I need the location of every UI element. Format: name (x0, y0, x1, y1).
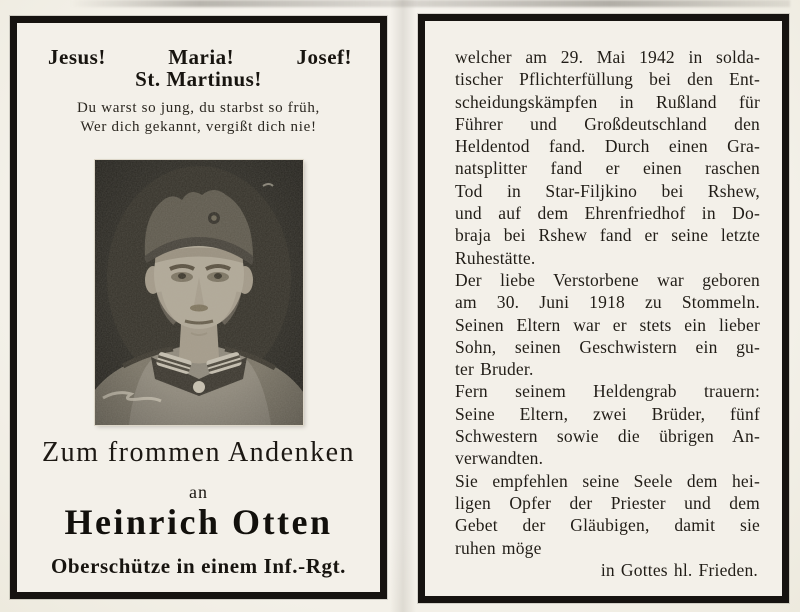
card-fold-shadow (390, 0, 416, 612)
invocation-jesus: Jesus! (48, 45, 106, 69)
patron-saint-line: St. Martinus! (135, 67, 262, 91)
obituary-line: Sohn, seinen Geschwistern ein gu- (455, 336, 760, 357)
connector-word: an (189, 482, 208, 502)
rank-line: Oberschütze in einem Inf.-Rgt. (50, 554, 347, 578)
verse-line: Wer dich gekannt, vergißt dich nie! (80, 119, 317, 135)
soldier-portrait-photo (95, 160, 303, 425)
obituary-line: Der liebe Verstorbene war geboren (455, 269, 760, 290)
verse-line: Du warst so jung, du starbst so früh, (77, 100, 320, 116)
memorial-verse (17, 99, 380, 137)
obituary-line: Gebet der Gläubigen, damit sie (455, 515, 760, 536)
obituary-line: scheidungskämpfen in Rußland für (455, 91, 760, 112)
obituary-line: ruhen möge (455, 537, 542, 558)
obituary-line: am 30. Juni 1918 zu Stommeln. (455, 292, 760, 313)
obituary-line: verwandten. (455, 448, 544, 469)
invocation-maria: Maria! (168, 45, 235, 69)
scan-smudge-artifact (70, 0, 790, 7)
obituary-line: Seinen Eltern war er stets ein lieber (455, 314, 760, 335)
obituary-line: Ruhestätte. (455, 247, 536, 268)
obituary-text (455, 46, 760, 581)
obituary-line: braja bei Rshew fand er seine letzte (455, 225, 760, 246)
obituary-line: Heldentod fand. Durch einen Gra- (455, 136, 760, 157)
obituary-line: Sie empfehlen seine Seele dem hei- (455, 470, 760, 491)
left-page (10, 16, 387, 599)
obituary-line: Fern seinem Heldengrab trauern: (455, 381, 760, 402)
obituary-line: natsplitter fand er einen raschen (455, 158, 760, 179)
obituary-line: Seine Eltern, zwei Brüder, fünf (455, 403, 760, 424)
obituary-line: ter Bruder. (455, 359, 534, 380)
memorial-intro-line: Zum frommen Andenken (41, 437, 356, 468)
obituary-line: Schwestern sowie die übrigen An- (455, 426, 760, 447)
deceased-name: Heinrich Otten (64, 502, 333, 542)
obituary-line: Tod in Star-Filjkino bei Rshew, (455, 180, 760, 201)
obituary-line: Führer und Großdeutschland den (455, 113, 760, 134)
invocation-josef: Josef! (296, 45, 352, 69)
obituary-line: tischer Pflichterfüllung bei den Ent- (455, 69, 760, 90)
right-page (418, 14, 789, 603)
obituary-line: in Gottes hl. Frieden. (600, 559, 758, 580)
obituary-line: welcher am 29. Mai 1942 in solda- (455, 47, 760, 67)
obituary-line: ligen Opfer der Priester und dem (455, 492, 760, 513)
obituary-line: und auf dem Ehrenfriedhof in Do- (455, 203, 760, 224)
